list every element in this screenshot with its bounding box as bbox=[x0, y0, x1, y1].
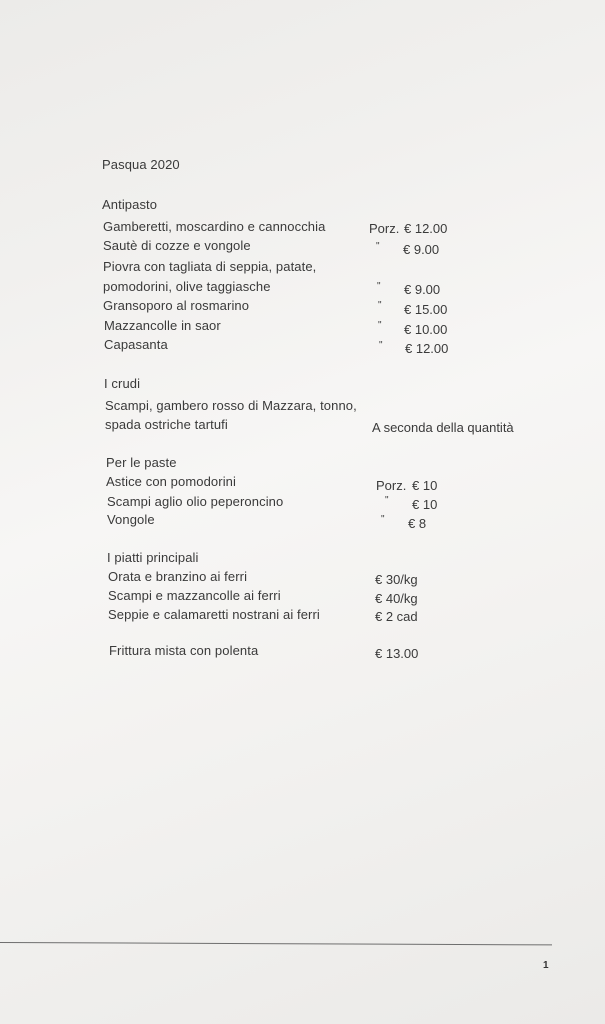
menu-item-name: Scampi aglio olio peperoncino bbox=[107, 494, 284, 509]
menu-item-price: € 12.00 bbox=[404, 221, 448, 236]
ditto-mark: " bbox=[379, 340, 383, 351]
menu-item-price: € 12.00 bbox=[405, 341, 449, 356]
menu-item-price: € 2 cad bbox=[375, 609, 418, 624]
menu-item-name: Capasanta bbox=[104, 337, 168, 352]
menu-item-name: Piovra con tagliata di seppia, patate, bbox=[103, 259, 317, 274]
menu-item-name: Orata e branzino ai ferri bbox=[108, 569, 248, 584]
ditto-mark: " bbox=[378, 320, 382, 331]
menu-item-price: € 8 bbox=[408, 516, 427, 531]
menu-item-name: Astice con pomodorini bbox=[106, 474, 236, 489]
ditto-mark: " bbox=[381, 514, 385, 525]
footer-rule bbox=[0, 942, 552, 945]
menu-item-name: Gamberetti, moscardino e cannocchia bbox=[103, 219, 326, 234]
menu-item-name-continued: spada ostriche tartufi bbox=[105, 417, 228, 432]
section-heading-piatti-principali: I piatti principali bbox=[107, 550, 199, 565]
menu-item-name: Mazzancolle in saor bbox=[104, 318, 221, 333]
menu-item-price: € 40/kg bbox=[375, 591, 418, 606]
portion-label: Porz. bbox=[369, 221, 400, 236]
menu-item-name: Scampi e mazzancolle ai ferri bbox=[108, 588, 281, 603]
ditto-mark: " bbox=[376, 241, 380, 252]
menu-item-price: € 30/kg bbox=[375, 572, 418, 587]
menu-item-name: Scampi, gambero rosso di Mazzara, tonno, bbox=[105, 398, 357, 413]
menu-item-name: Frittura mista con polenta bbox=[109, 643, 259, 658]
menu-item-price: € 10 bbox=[412, 478, 438, 493]
ditto-mark: " bbox=[385, 495, 389, 506]
section-heading-antipasto: Antipasto bbox=[102, 197, 158, 212]
menu-item-name: Vongole bbox=[107, 512, 155, 527]
menu-item-name: Seppie e calamaretti nostrani ai ferri bbox=[108, 607, 320, 622]
portion-label: Porz. bbox=[376, 478, 407, 493]
menu-item-price: € 9.00 bbox=[404, 282, 441, 297]
menu-item-price: € 9.00 bbox=[403, 242, 440, 257]
section-heading-crudi: I crudi bbox=[104, 376, 141, 391]
ditto-mark: " bbox=[377, 281, 381, 292]
ditto-mark: " bbox=[378, 300, 382, 311]
menu-item-name-continued: pomodorini, olive taggiasche bbox=[103, 279, 271, 294]
menu-title: Pasqua 2020 bbox=[102, 157, 180, 172]
section-heading-paste: Per le paste bbox=[106, 455, 177, 470]
page-number: 1 bbox=[543, 960, 549, 971]
menu-item-price: € 13.00 bbox=[375, 646, 419, 661]
menu-item-price: € 15.00 bbox=[404, 302, 448, 317]
menu-item-name: Gransoporo al rosmarino bbox=[103, 298, 250, 313]
menu-item-price: € 10.00 bbox=[404, 322, 448, 337]
menu-item-price: A seconda della quantità bbox=[372, 420, 514, 435]
menu-item-name: Sautè di cozze e vongole bbox=[103, 238, 251, 253]
menu-item-price: € 10 bbox=[412, 497, 438, 512]
